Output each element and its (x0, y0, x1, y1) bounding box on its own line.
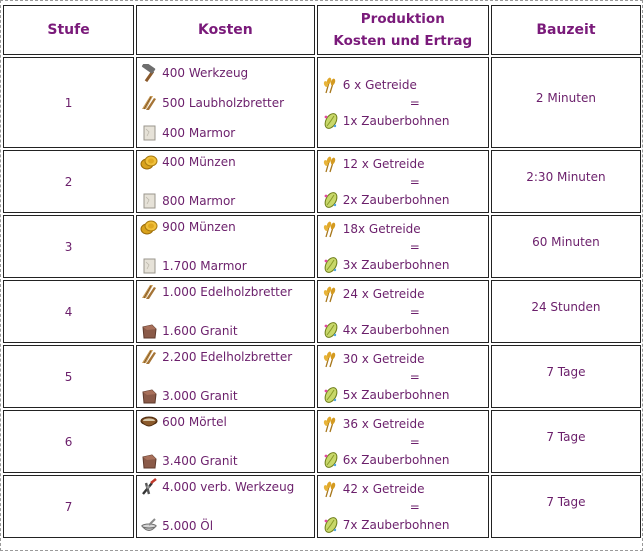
cost-text: 600 Mörtel (162, 415, 227, 429)
cell-bauzeit: 24 Stunden (491, 280, 641, 343)
cost-item (137, 516, 314, 536)
cell-stufe: 1 (3, 57, 134, 148)
production-output (318, 385, 488, 405)
production-input (318, 219, 488, 239)
input-text: 30 x Getreide (342, 351, 425, 366)
output-text: 6x Zauberbohnen (342, 452, 450, 467)
cost-text: 400 Werkzeug (162, 65, 249, 80)
header-produktion-line1: Produktion (360, 11, 445, 27)
cell-bauzeit: 2 Minuten (491, 57, 641, 148)
equals-sign: = (409, 369, 420, 384)
production-input (318, 154, 488, 174)
production-input (318, 75, 488, 95)
input-text: 6 x Getreide (342, 77, 417, 92)
output-text: 3x Zauberbohnen (342, 257, 450, 272)
wheat-icon (321, 350, 339, 368)
output-text: 2x Zauberbohnen (342, 192, 450, 207)
granite-icon (140, 452, 158, 470)
magic-beans-icon (321, 256, 339, 274)
wheat-icon (321, 220, 339, 238)
marble-icon (140, 257, 158, 275)
table-row (3, 345, 641, 408)
cell-bauzeit: 7 Tage (491, 475, 641, 538)
production-output (318, 190, 488, 210)
cell-produktion (317, 57, 489, 148)
cost-item (137, 63, 314, 83)
magic-beans-icon (321, 451, 339, 469)
cost-text: 800 Marmor (162, 194, 236, 208)
input-text: 18x Getreide (342, 221, 421, 236)
table-row (3, 475, 641, 538)
equals-sign: = (409, 239, 420, 254)
production-input (318, 479, 488, 499)
hammer-icon (140, 64, 158, 82)
cost-item (137, 321, 314, 341)
cost-text: 3.400 Granit (162, 454, 238, 468)
output-text: 5x Zauberbohnen (342, 387, 450, 402)
oil-pestle-icon (140, 517, 158, 535)
cost-text: 1.700 Marmor (162, 259, 247, 273)
wheat-icon (321, 76, 339, 94)
marble-icon (140, 192, 158, 210)
granite-icon (140, 322, 158, 340)
cell-produktion (317, 410, 489, 473)
cell-bauzeit: 7 Tage (491, 410, 641, 473)
mortar-bowl-icon (140, 413, 158, 431)
production-output (318, 255, 488, 275)
production-output (318, 111, 488, 131)
input-text: 24 x Getreide (342, 286, 425, 301)
production-input (318, 349, 488, 369)
production-output (318, 450, 488, 470)
production-table (1, 3, 643, 540)
magic-beans-icon (321, 191, 339, 209)
cell-bauzeit: 2:30 Minuten (491, 150, 641, 213)
cost-text: 500 Laubholzbretter (162, 95, 285, 110)
cell-bauzeit: 60 Minuten (491, 215, 641, 278)
production-output (318, 320, 488, 340)
cost-item (137, 256, 314, 276)
cell-stufe: 2 (3, 150, 134, 213)
cost-item (137, 451, 314, 471)
cost-text: 2.200 Edelholzbretter (162, 350, 293, 364)
cost-item (137, 123, 314, 143)
wood-plank-icon (140, 348, 158, 366)
cell-stufe: 5 (3, 345, 134, 408)
wood-plank-icon (140, 283, 158, 301)
cell-bauzeit: 7 Tage (491, 345, 641, 408)
wheat-icon (321, 415, 339, 433)
equals-sign: = (409, 434, 420, 449)
production-input (318, 414, 488, 434)
header-bauzeit: Bauzeit (491, 5, 641, 55)
cell-stufe: 6 (3, 410, 134, 473)
cell-stufe: 4 (3, 280, 134, 343)
cell-kosten (136, 475, 315, 538)
cost-item (137, 191, 314, 211)
table-row (3, 57, 641, 148)
equals-sign: = (409, 304, 420, 319)
marble-icon (140, 124, 158, 142)
input-text: 12 x Getreide (342, 156, 425, 171)
coins-icon (140, 218, 158, 236)
cell-kosten (136, 410, 315, 473)
cell-produktion (317, 475, 489, 538)
cost-text: 400 Marmor (162, 125, 236, 140)
cost-text: 4.000 verb. Werkzeug (162, 480, 295, 494)
output-text: 4x Zauberbohnen (342, 322, 450, 337)
wheat-icon (321, 480, 339, 498)
pliers-icon (140, 478, 158, 496)
header-stufe: Stufe (3, 5, 134, 55)
cell-produktion (317, 150, 489, 213)
cost-text: 900 Münzen (162, 220, 236, 234)
equals-sign: = (409, 499, 420, 514)
cost-item (137, 477, 314, 497)
cost-item (137, 217, 314, 237)
cost-item (137, 412, 314, 432)
output-text: 7x Zauberbohnen (342, 517, 450, 532)
wood-plank-icon (140, 94, 158, 112)
magic-beans-icon (321, 516, 339, 534)
magic-beans-icon (321, 321, 339, 339)
cost-item (137, 282, 314, 302)
header-produktion-line2: Kosten und Ertrag (333, 33, 473, 49)
cell-stufe: 7 (3, 475, 134, 538)
cost-text: 1.600 Granit (162, 324, 238, 338)
magic-beans-icon (321, 386, 339, 404)
header-kosten: Kosten (136, 5, 315, 55)
equals-sign: = (409, 174, 420, 189)
cell-stufe: 3 (3, 215, 134, 278)
coins-icon (140, 153, 158, 171)
cell-kosten (136, 150, 315, 213)
table-row (3, 150, 641, 213)
cost-item (137, 93, 314, 113)
table-row (3, 215, 641, 278)
cost-text: 1.000 Edelholzbretter (162, 285, 293, 299)
cost-text: 400 Münzen (162, 155, 236, 169)
header-row (3, 5, 641, 55)
table-row (3, 410, 641, 473)
cell-kosten (136, 215, 315, 278)
cell-produktion (317, 345, 489, 408)
magic-beans-icon (321, 112, 339, 130)
granite-icon (140, 387, 158, 405)
cell-produktion (317, 280, 489, 343)
output-text: 1x Zauberbohnen (342, 113, 450, 128)
cell-kosten (136, 345, 315, 408)
cost-item (137, 386, 314, 406)
header-produktion (317, 5, 489, 55)
wheat-icon (321, 285, 339, 303)
input-text: 42 x Getreide (342, 481, 425, 496)
cell-kosten (136, 57, 315, 148)
production-output (318, 515, 488, 535)
cost-text: 3.000 Granit (162, 389, 238, 403)
cost-item (137, 152, 314, 172)
cost-item (137, 347, 314, 367)
table-row (3, 280, 641, 343)
equals-sign: = (409, 95, 420, 110)
wheat-icon (321, 155, 339, 173)
cell-produktion (317, 215, 489, 278)
cell-kosten (136, 280, 315, 343)
cost-text: 5.000 Öl (162, 519, 214, 533)
input-text: 36 x Getreide (342, 416, 425, 431)
production-input (318, 284, 488, 304)
